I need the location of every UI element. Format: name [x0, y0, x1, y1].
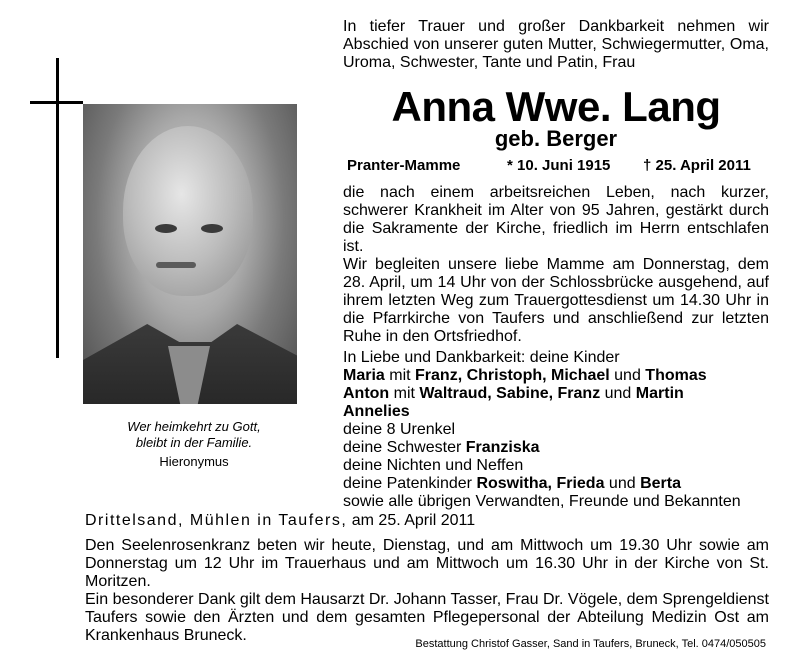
child-name: Maria: [343, 367, 385, 384]
partner-names: Franz, Christoph, Michael: [415, 367, 610, 384]
closing-text: [85, 537, 769, 645]
family-row-schwester: [343, 439, 769, 457]
connector: und: [609, 367, 646, 384]
portrait-photo: [83, 104, 297, 404]
place-location: Drittelsand, Mühlen in Taufers,: [85, 512, 348, 529]
place-date: am 25. April 2011: [347, 512, 476, 529]
quote-author: Hieronymus: [159, 454, 229, 469]
bio-paragraph-1: die nach einem arbeitsreichen Leben, nach kurzer, schwerer Krankheit im Alter von 95 Jahren, gestärkt durch die Sakramente der Kirche, friedlich im Herrn entschlafen ist.: [343, 184, 769, 255]
thanks-paragraph: Ein besonderer Dank gilt dem Hausarzt Dr. Johann Tasser, Frau Dr. Vögele, dem Sprengeldienst Taufers sowie den Ärzten und dem gesamten Pflegepersonal der Abteilung Medizin Ost am Krankenhaus Bruneck.: [85, 591, 769, 644]
death-date: † 25. April 2011: [643, 157, 751, 174]
partner-name: Thomas: [645, 367, 707, 384]
family-row-urenkel: deine 8 Urenkel: [343, 421, 456, 438]
cross-horizontal-bar: [30, 101, 83, 104]
deceased-name: Anna Wwe. Lang: [391, 83, 721, 130]
dates-line: [347, 157, 769, 177]
quote-line-2: bleibt in der Familie.: [135, 435, 253, 450]
biography: [343, 184, 769, 346]
godchildren-names: Roswitha, Frieda: [476, 475, 605, 492]
place-date-line: [85, 512, 475, 530]
quote-line-1: Wer heimkehrt zu Gott,: [127, 419, 261, 434]
family-row-annelies: [343, 403, 769, 421]
birth-date: * 10. Juni 1915: [507, 157, 611, 174]
sister-name: Franziska: [465, 439, 540, 456]
family-intro: In Liebe und Dankbarkeit: deine Kinder: [343, 349, 620, 366]
connector: mit: [389, 385, 420, 402]
family-row-nichten: deine Nichten und Neffen: [343, 457, 524, 474]
family-row-maria: [343, 367, 769, 385]
portrait-eye-left: [155, 224, 177, 233]
portrait-eye-right: [201, 224, 223, 233]
family-row-rest: sowie alle übrigen Verwandten, Freunde und Bekannten: [343, 493, 741, 510]
portrait-head: [123, 126, 253, 296]
rosary-paragraph: Den Seelenrosenkranz beten wir heute, Dienstag, und am Mittwoch um 19.30 Uhr sowie am Donnerstag um 12 Uhr im Trauerhaus und am Mittwoch um 16.30 Uhr in der Kirche von St. Moritzen.: [85, 537, 769, 590]
nickname: Pranter-Mamme: [347, 157, 461, 174]
partner-names: Waltraud, Sabine, Franz: [419, 385, 601, 402]
partner-name: Martin: [635, 385, 684, 402]
family-list: [343, 349, 769, 511]
family-row-anton: [343, 385, 769, 403]
child-name: Anton: [343, 385, 390, 402]
connector: und: [600, 385, 636, 402]
portrait-mouth: [156, 262, 196, 268]
funeral-home-credit: Bestattung Christof Gasser, Sand in Taufers, Bruneck, Tel. 0474/050505: [415, 638, 766, 650]
family-row-paten: [343, 475, 769, 493]
connector: und: [604, 475, 641, 492]
maiden-name: geb. Berger: [494, 126, 618, 151]
connector: mit: [384, 367, 416, 384]
quote: [104, 419, 284, 451]
intro-text: In tiefer Trauer und großer Dankbarkeit nehmen wir Abschied von unserer guten Mutter, Schwiegermutter, Oma, Uroma, Schwester, Tante und Patin, Frau: [343, 18, 769, 71]
child-name: Annelies: [343, 403, 410, 420]
prefix: deine Schwester: [343, 439, 466, 456]
bio-paragraph-2: Wir begleiten unsere liebe Mamme am Donnerstag, dem 28. April, um 14 Uhr von der Schlossbrücke ausgehend, auf ihrem letzten Weg zum Trauergottesdienst um 14.30 Uhr in die Pfarrkirche von Taufers und anschließend zur letzten Ruhe in den Ortsfriedhof.: [343, 256, 769, 345]
godchild-name: Berta: [640, 475, 681, 492]
prefix: deine Patenkinder: [343, 475, 477, 492]
